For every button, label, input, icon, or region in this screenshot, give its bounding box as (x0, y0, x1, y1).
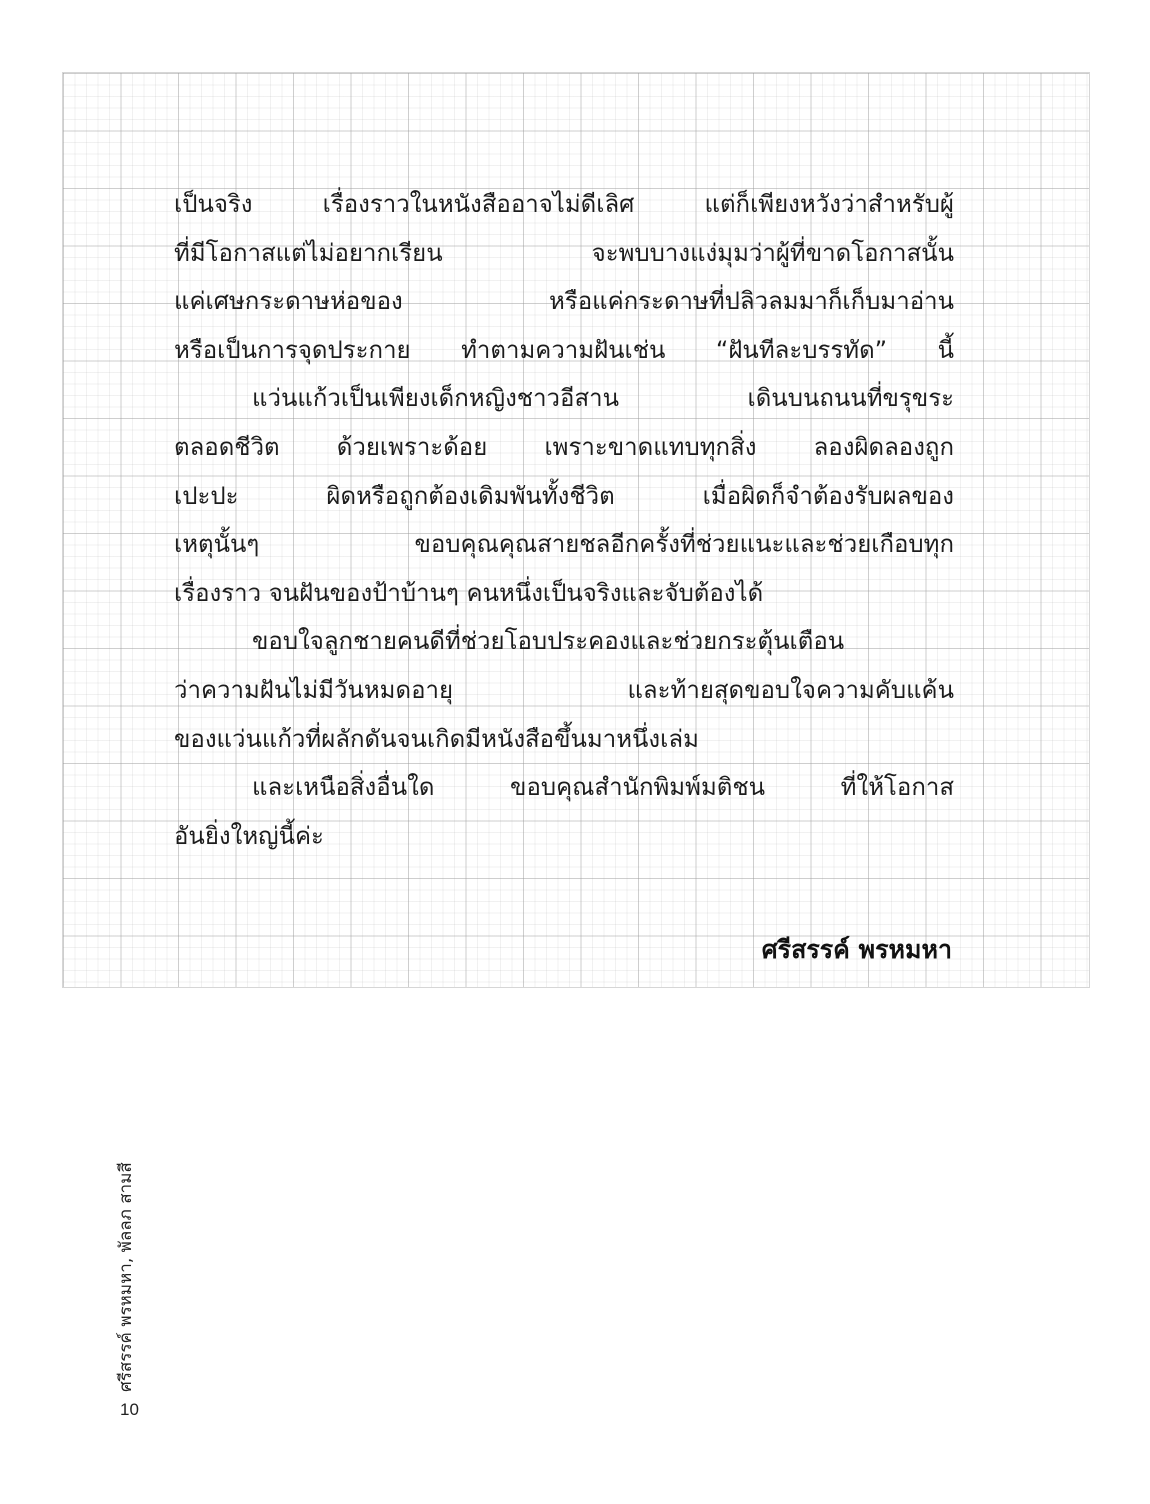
text-line: ที่มีโอกาสแต่ไม่อยากเรียน จะพบบางแง่มุมว่าผู้ที่ขาดโอกาสนั้น (174, 238, 954, 267)
text-line: หรือเป็นการจุดประกาย ทำตามความฝันเช่น “ฝันทีละบรรทัด” นี้ (174, 335, 954, 364)
text-line: ของแว่นแก้วที่ผลักดันจนเกิดมีหนังสือขึ้นมาหนึ่งเล่ม (174, 724, 699, 753)
text-line: เหตุนั้นๆ ขอบคุณคุณสายชลอีกครั้งที่ช่วยแนะและช่วยเกือบทุก (174, 530, 954, 559)
text-line: เปะปะ ผิดหรือถูกต้องเดิมพันทั้งชีวิต เมื่อผิดก็จำต้องรับผลของ (174, 481, 954, 510)
text-line: เป็นจริง เรื่องราวในหนังสืออาจไม่ดีเลิศ แต่ก็เพียงหวังว่าสำหรับผู้ (174, 190, 954, 218)
author-signature: ศรีสรรค์ พรหมหา (761, 935, 952, 964)
text-line: แว่นแก้วเป็นเพียงเด็กหญิงชาวอีสาน เดินบนถนนที่ขรุขระ (252, 384, 954, 413)
text-line: และเหนือสิ่งอื่นใด ขอบคุณสำนักพิมพ์มติชน ที่ให้โอกาส (252, 773, 954, 802)
text-line: ตลอดชีวิต ด้วยเพราะด้อย เพราะขาดแทบทุกสิ่ง ลองผิดลองถูก (174, 432, 954, 461)
text-line: เรื่องราว จนฝันของป้าบ้านๆ คนหนึ่งเป็นจริงและจับต้องได้ (174, 578, 764, 607)
text-line: ขอบใจลูกชายคนดีที่ช่วยโอบประคองและช่วยกระตุ้นเตือน (252, 627, 845, 656)
text-line: แค่เศษกระดาษห่อของ หรือแค่กระดาษที่ปลิวลมมาก็เก็บมาอ่าน (174, 287, 954, 316)
text-line: ว่าความฝันไม่มีวันหมดอายุ และท้ายสุดขอบใจความคับแค้น (174, 675, 954, 704)
page-number: 10 (120, 1400, 139, 1419)
acknowledgement-text (174, 180, 954, 860)
text-line: อันยิ่งใหญ่นี้ค่ะ (174, 821, 324, 850)
running-author-credit: ศรีสรรค์ พรหมหา, พัลลภ สามสี (116, 1162, 136, 1392)
